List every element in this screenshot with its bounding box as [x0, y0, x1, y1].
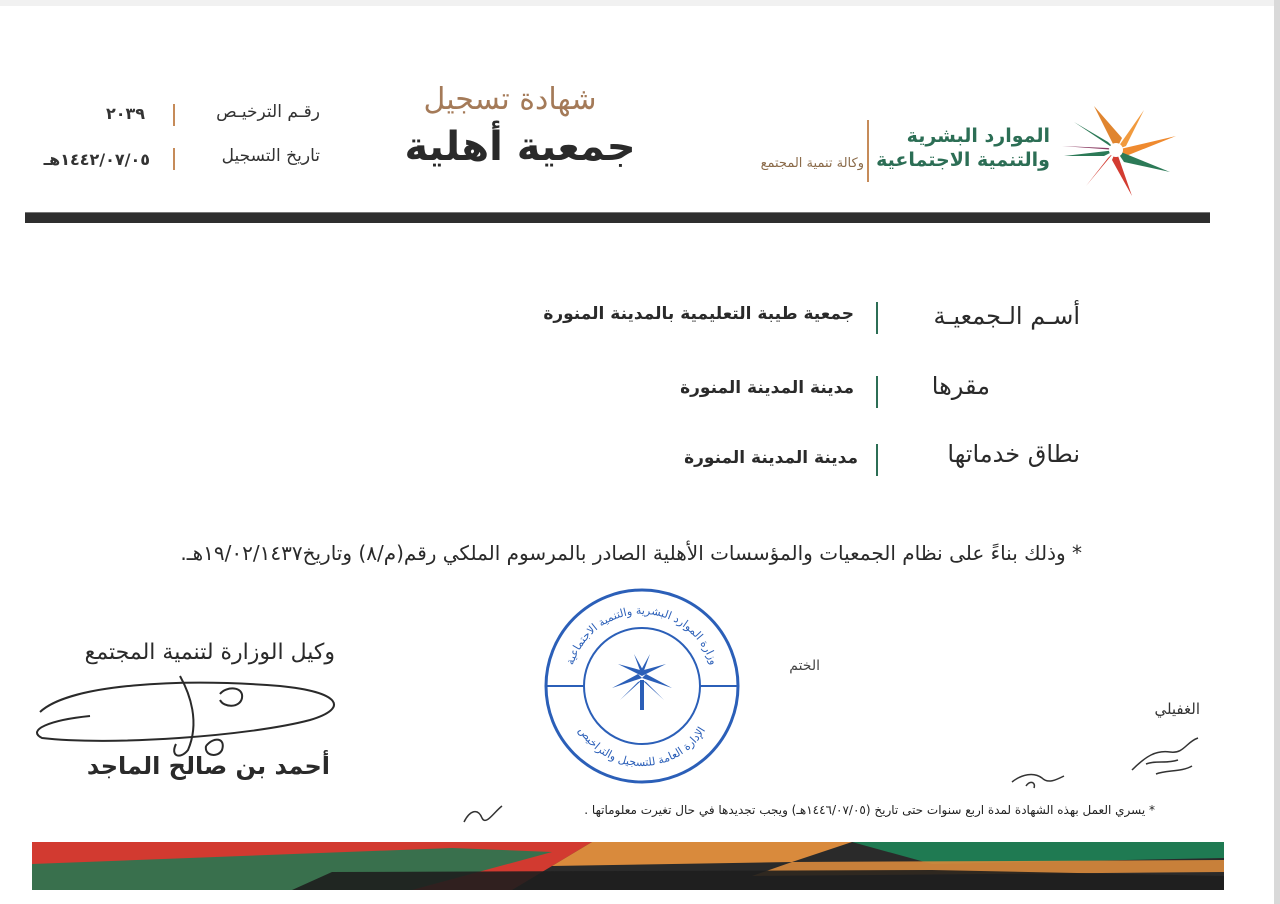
seal-label: الختم	[789, 658, 820, 674]
registration-date-value: ١٤٤٢/٠٧/٠٥هـ	[43, 150, 150, 169]
secondary-initials	[1008, 766, 1068, 792]
deputy-minister-title: وكيل الوزارة لتنمية المجتمع	[84, 640, 335, 665]
service-scope-label: نطاق خدماتها	[947, 440, 1080, 468]
ministry-name-line1: الموارد البشرية	[906, 125, 1050, 147]
license-number-label: رقـم الترخيـص	[216, 102, 320, 122]
headquarters-divider	[876, 376, 878, 408]
scan-edge-top	[0, 0, 1280, 6]
validity-initials	[458, 800, 508, 830]
header-rule	[25, 212, 1210, 223]
service-scope-divider	[876, 444, 878, 476]
reviewer-name: الغفيلي	[1154, 700, 1200, 718]
stamp-bottom-text: الإدارة العامة للتسجيل والتراخيص	[575, 724, 709, 770]
stamp-top-text: وزارة الموارد البشرية والتنمية الاجتماعية	[563, 603, 721, 667]
certificate-title: شهادة تسجيل	[423, 82, 597, 117]
association-name-value: جمعية طيبة التعليمية بالمدينة المنورة	[543, 304, 854, 324]
official-stamp	[540, 588, 744, 784]
certificate-subject: جمعية أهلية	[404, 124, 636, 170]
license-number-value: ٢٠٣٩	[105, 104, 145, 123]
headquarters-label: مقرها	[931, 372, 990, 400]
headquarters-value: مدينة المدينة المنورة	[680, 378, 854, 398]
association-name-divider	[876, 302, 878, 334]
legal-basis-note: * وذلك بناءً على نظام الجمعيات والمؤسسات الأهلية الصادر بالمرسوم الملكي رقم(م/٨) وتاريخ١٩/٠٢/١٤٣٧هـ.	[180, 541, 1082, 565]
service-scope-value: مدينة المدينة المنورة	[684, 448, 858, 468]
agency-name: وكالة تنمية المجتمع	[760, 156, 864, 171]
registration-date-divider	[173, 148, 175, 170]
deputy-minister-name: أحمد بن صالح الماجد	[86, 752, 330, 780]
validity-note: * يسري العمل بهذه الشهادة لمدة اربع سنوات حتى تاريخ (١٤٤٦/٠٧/٠٥هـ) ويجب تجديدها في حال تغيرت معلوماتها .	[584, 803, 1155, 817]
association-name-label: أسـم الـجمعيـة	[933, 302, 1080, 330]
license-number-divider	[173, 104, 175, 126]
ministry-name-line2: والتنمية الاجتماعية	[876, 149, 1050, 171]
scan-edge-right	[1274, 0, 1280, 904]
registration-date-label: تاريخ التسجيل	[221, 146, 320, 166]
palm-emblem-icon	[612, 654, 672, 710]
ministry-logo-icon	[1058, 104, 1182, 200]
ministry-divider	[867, 120, 869, 182]
decorative-bottom-stripe	[32, 842, 1224, 890]
reviewer-initials	[1126, 730, 1206, 780]
